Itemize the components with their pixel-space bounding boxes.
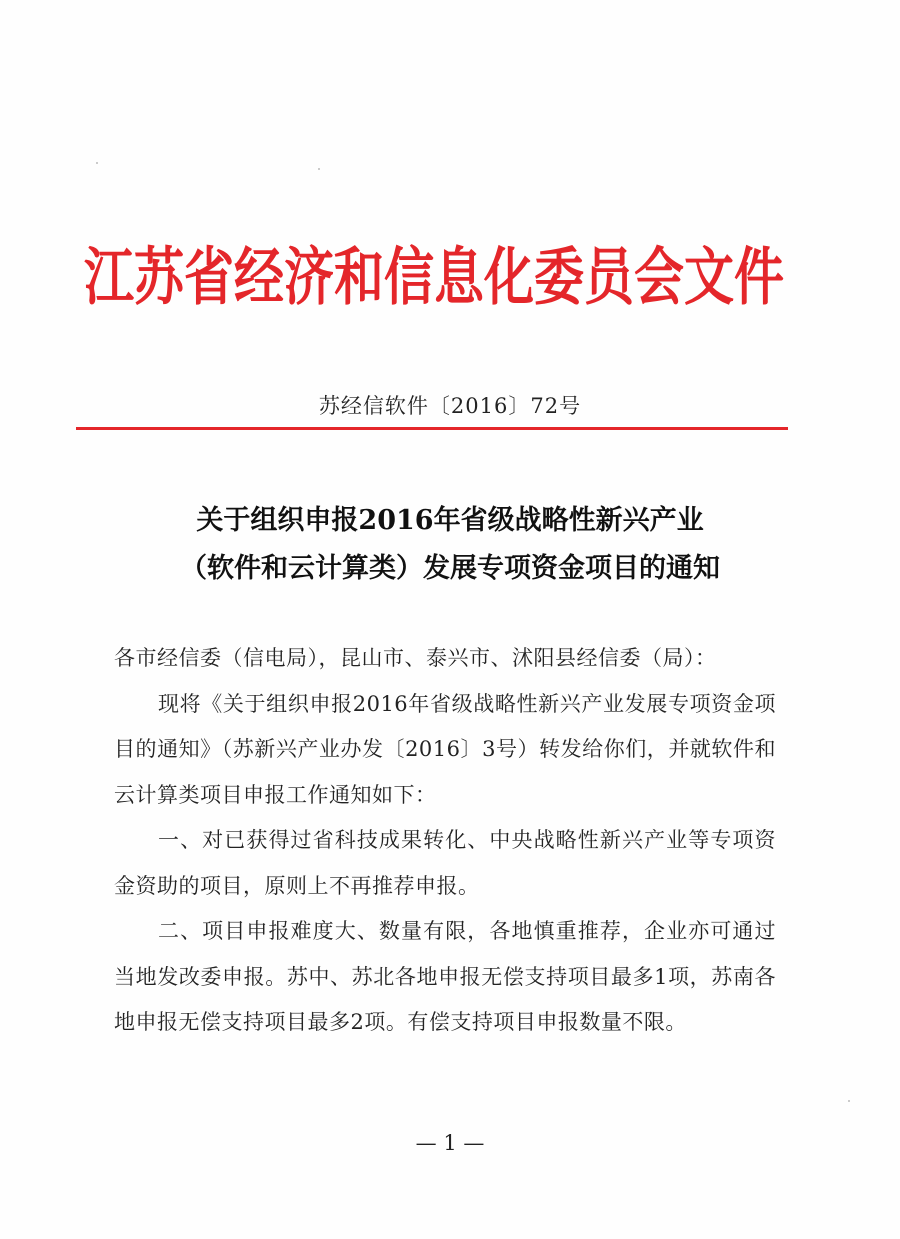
document-number: 苏经信软件〔2016〕72号 bbox=[318, 394, 582, 418]
title-line-2: （软件和云计算类）发展专项资金项目的通知 bbox=[180, 553, 720, 584]
scan-speck bbox=[318, 168, 320, 170]
scan-speck bbox=[96, 162, 98, 164]
title-line-1: 关于组织申报2016年省级战略性新兴产业 bbox=[196, 505, 704, 536]
page-number: — 1 — bbox=[415, 1131, 485, 1155]
issuing-organization-header: 江苏省经济和信息化委员会文件 bbox=[84, 239, 784, 314]
document-title bbox=[0, 497, 900, 593]
paragraph-item-1: 一、对已获得过省科技成果转化、中央战略性新兴产业等专项资金资助的项目，原则上不再推荐申报。 bbox=[114, 828, 776, 898]
paragraph-item-2: 二、项目申报难度大、数量有限，各地慎重推荐，企业亦可通过当地发改委申报。苏中、苏北各地申报无偿支持项目最多1项，苏南各地申报无偿支持项目最多2项。有偿支持项目申报数量不限。 bbox=[114, 919, 776, 1034]
paragraph-intro: 现将《关于组织申报2016年省级战略性新兴产业发展专项资金项目的通知》（苏新兴产业办发〔2016〕3号）转发给你们，并就软件和云计算类项目申报工作通知如下： bbox=[114, 691, 776, 807]
addressee: 各市经信委（信电局），昆山市、泰兴市、沭阳县经信委（局）： bbox=[114, 646, 717, 670]
red-divider-line bbox=[76, 427, 788, 430]
scan-speck bbox=[848, 1100, 850, 1102]
document-body bbox=[114, 636, 776, 1046]
